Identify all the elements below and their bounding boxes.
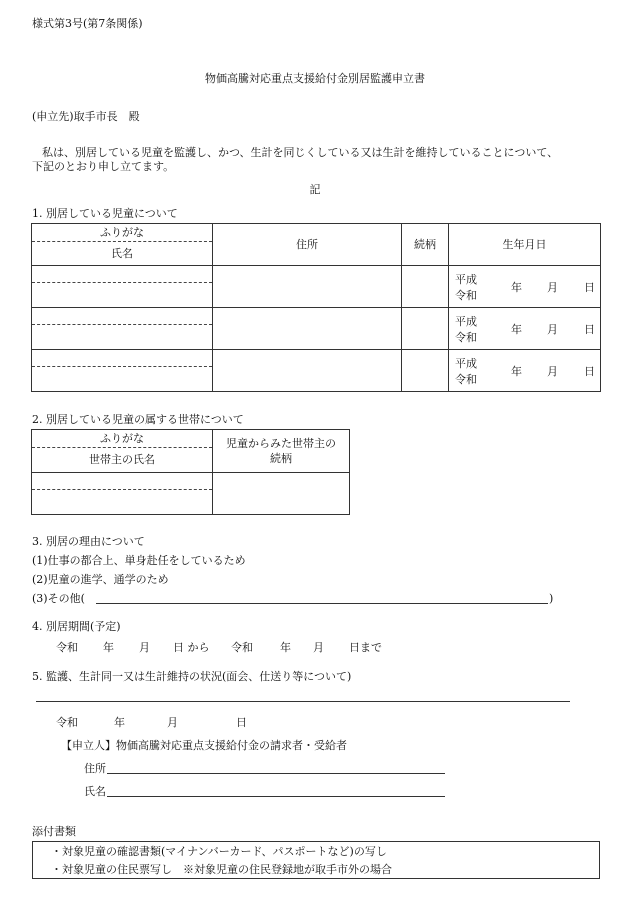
child-relation-field[interactable]	[402, 350, 449, 392]
intro-line-2: 下記のとおり申し立てます。	[32, 160, 175, 173]
period-to-year: 年	[280, 641, 291, 654]
birthdate-header: 生年月日	[449, 224, 601, 266]
reason-3-close: )	[549, 592, 554, 605]
date-day: 日	[236, 716, 247, 729]
children-table-header	[32, 224, 601, 266]
address-header: 住所	[213, 224, 402, 266]
table-row	[32, 473, 350, 515]
attachments-box	[32, 841, 600, 879]
period-from-month: 月	[139, 641, 150, 654]
section4-heading: 4. 別居期間(予定)	[32, 620, 121, 633]
applicant-address-label: 住所	[84, 762, 106, 775]
section5-heading: 5. 監護、生計同一又は生計維持の状況(面会、仕送り等について)	[32, 670, 352, 683]
applicant-name-field[interactable]	[107, 796, 445, 797]
children-table	[31, 223, 601, 392]
period-to-month: 月	[313, 641, 324, 654]
date-era: 令和	[56, 716, 78, 729]
period-from-era: 令和	[56, 641, 78, 654]
reason-2: (2)児童の進学、通学のため	[32, 573, 169, 586]
form-id: 様式第3号(第7条関係)	[32, 17, 143, 30]
period-from-year: 年	[103, 641, 114, 654]
household-table-header	[32, 430, 350, 473]
section2-heading: 2. 別居している児童の属する世帯について	[32, 413, 244, 426]
attachment-item-1: ・対象児童の確認書類(マイナンバーカード、パスポートなど)の写し	[51, 845, 387, 858]
other-reason-field[interactable]	[96, 603, 548, 604]
child-address-field[interactable]	[213, 308, 402, 350]
child-relation-field[interactable]	[402, 266, 449, 308]
attachment-item-2: ・対象児童の住民票写し ※対象児童の住民登録地が取手市外の場合	[51, 863, 392, 876]
head-name-label: 世帯主の氏名	[32, 447, 212, 472]
period-to-era: 令和	[231, 641, 253, 654]
intro-line-1: 私は、別居している児童を監護し、かつ、生計を同じくしている又は生計を維持していることについて、	[42, 146, 559, 159]
name-label: 氏名	[32, 241, 212, 265]
child-birthdate-field[interactable]: 平成 令和 年 月 日	[449, 350, 601, 392]
attachments-heading: 添付書類	[32, 825, 76, 838]
section3-heading: 3. 別居の理由について	[32, 535, 145, 548]
child-address-field[interactable]	[213, 266, 402, 308]
child-name-field[interactable]	[32, 350, 212, 391]
date-year: 年	[114, 716, 125, 729]
period-to-day: 日まで	[349, 641, 382, 654]
child-relation-field[interactable]	[402, 308, 449, 350]
page-title: 物価高騰対応重点支援給付金別居監護申立書	[205, 72, 425, 85]
date-month: 月	[167, 716, 178, 729]
applicant-name-label: 氏名	[84, 785, 106, 798]
child-name-field[interactable]	[32, 308, 212, 349]
child-name-field[interactable]	[32, 266, 212, 307]
applicant-label: 【申立人】物価高騰対応重点支援給付金の請求者・受給者	[61, 739, 347, 752]
section1-heading: 1. 別居している児童について	[32, 207, 178, 220]
situation-field[interactable]	[36, 701, 570, 702]
child-address-field[interactable]	[213, 350, 402, 392]
ki-heading: 記	[309, 183, 321, 196]
table-row	[32, 266, 601, 308]
addressee: (申立先)取手市長 殿	[32, 110, 140, 123]
applicant-address-field[interactable]	[107, 773, 445, 774]
child-birthdate-field[interactable]: 平成 令和 年 月 日	[449, 266, 601, 308]
reason-3-label: (3)その他(	[32, 592, 85, 605]
child-birthdate-field[interactable]: 平成 令和 年 月 日	[449, 308, 601, 350]
furigana-label: ふりがな	[100, 432, 144, 445]
relation-header: 続柄	[402, 224, 449, 266]
furigana-label: ふりがな	[100, 226, 144, 239]
head-relation-header: 児童からみた世帯主の 続柄	[213, 430, 350, 473]
table-row	[32, 308, 601, 350]
head-relation-field[interactable]	[213, 473, 350, 515]
reason-1: (1)仕事の都合上、単身赴任をしているため	[32, 554, 246, 567]
period-from-day: 日 から	[173, 641, 210, 654]
head-name-field[interactable]	[32, 473, 212, 514]
table-row	[32, 350, 601, 392]
household-table	[31, 429, 350, 515]
